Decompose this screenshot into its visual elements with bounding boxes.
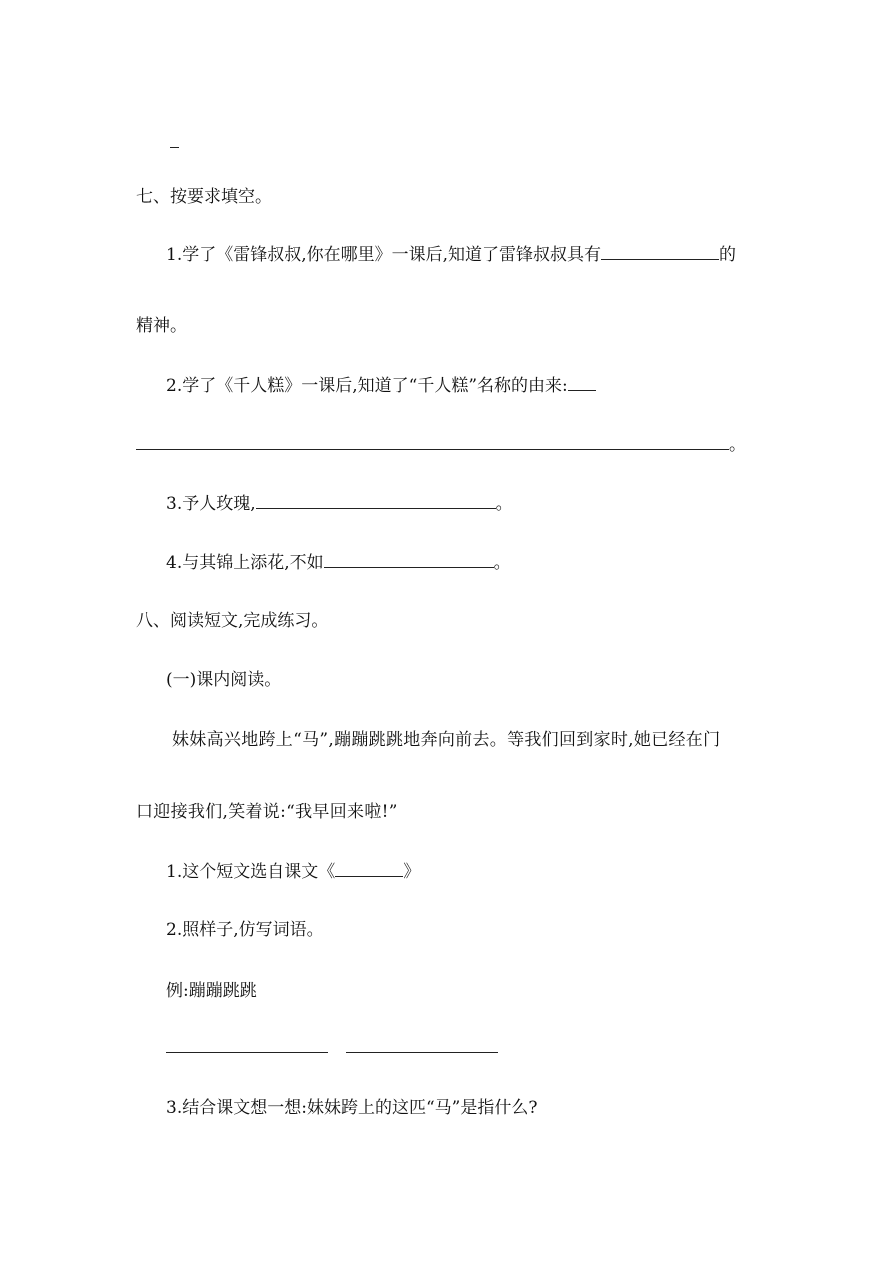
question-8-3: 3.结合课文想一想:妹妹跨上的这匹“马”是指什么? xyxy=(166,1098,538,1118)
question-7-1 xyxy=(166,243,736,265)
section-8-subheading: (一)课内阅读。 xyxy=(166,670,282,690)
section-7-heading: 七、按要求填空。 xyxy=(136,187,272,207)
answer-blank-7-2a[interactable] xyxy=(568,374,596,391)
question-7-1-suffix: 的 xyxy=(719,245,737,265)
stray-mark xyxy=(170,132,179,154)
answer-blank-7-1[interactable] xyxy=(601,243,719,260)
question-8-1-prefix: 1.这个短文选自课文《 xyxy=(166,862,336,882)
question-8-1-suffix: 》 xyxy=(403,862,421,882)
question-7-3-prefix: 3.予人玫瑰, xyxy=(166,494,256,514)
question-7-2-end: 。 xyxy=(729,435,746,455)
answer-blank-7-4[interactable] xyxy=(324,551,494,568)
question-8-2: 2.照样子,仿写词语。 xyxy=(166,920,324,940)
question-7-2 xyxy=(166,374,596,396)
question-7-3-end: 。 xyxy=(495,494,513,514)
question-7-4-prefix: 4.与其锦上添花,不如 xyxy=(166,553,324,573)
answer-blank-7-2b[interactable] xyxy=(136,433,729,450)
passage-line-2: 口迎接我们,笑着说:“我早回来啦!” xyxy=(136,802,398,822)
question-7-2-prefix: 2.学了《千人糕》一课后,知道了“千人糕”名称的由来: xyxy=(166,376,568,396)
question-8-1 xyxy=(166,860,420,882)
question-7-1-prefix: 1.学了《雷锋叔叔,你在哪里》一课后,知道了雷锋叔叔具有 xyxy=(166,245,602,265)
passage-line-1: 妹妹高兴地跨上“马”,蹦蹦跳跳地奔向前去。等我们回到家时,她已经在门 xyxy=(172,730,721,750)
section-8-heading: 八、阅读短文,完成练习。 xyxy=(136,611,329,631)
answer-blank-8-1[interactable] xyxy=(335,860,403,877)
answer-blank-7-3[interactable] xyxy=(256,492,496,509)
question-7-4-end: 。 xyxy=(493,553,511,573)
question-8-2-example: 例:蹦蹦跳跳 xyxy=(166,981,257,1001)
question-7-4 xyxy=(166,551,511,573)
question-8-2-answers xyxy=(166,1036,498,1058)
answer-blank-8-2b[interactable] xyxy=(346,1036,498,1053)
question-7-1-continuation: 精神。 xyxy=(136,316,187,336)
question-7-2-continuation xyxy=(136,433,746,455)
answer-blank-8-2a[interactable] xyxy=(166,1036,328,1053)
question-7-3 xyxy=(166,492,513,514)
